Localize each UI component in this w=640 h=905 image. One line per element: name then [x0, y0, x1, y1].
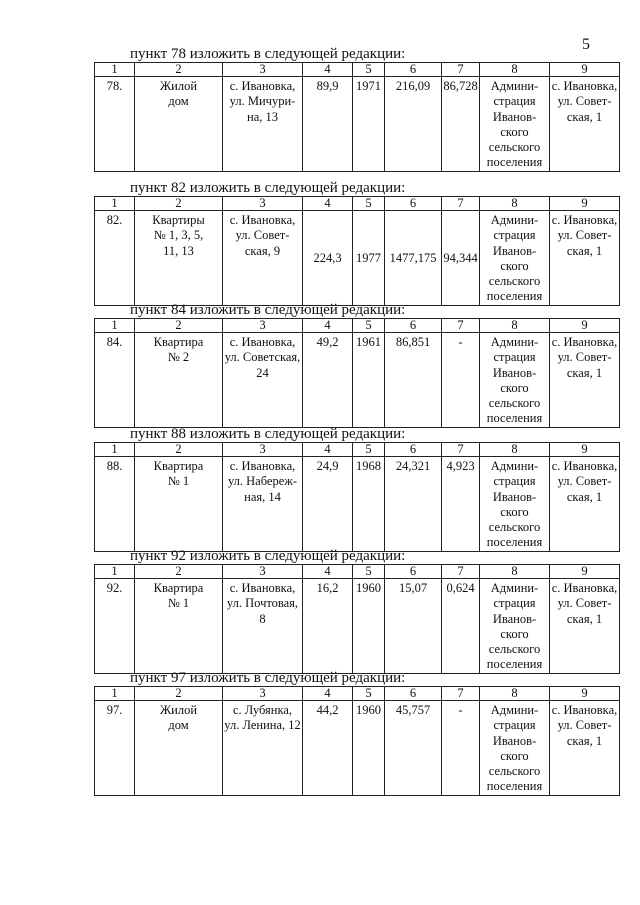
- owner-address-cell: [550, 701, 620, 796]
- section-1: [94, 46, 618, 172]
- area-cell: [303, 701, 353, 796]
- area-cell: [303, 333, 353, 428]
- column-header: 7: [442, 565, 480, 579]
- residual-value-cell: [442, 701, 480, 796]
- column-header: 2: [135, 319, 223, 333]
- object-name-cell-text: Квартиры № 1, 3, 5, 11, 13: [152, 213, 205, 258]
- column-header: 3: [223, 197, 303, 211]
- section-title: пункт 82 изложить в следующей редакции:: [130, 180, 406, 196]
- column-header-row: [95, 565, 620, 579]
- value-cell: [385, 333, 442, 428]
- owner-cell-text: Админи- страция Иванов- ского сельского поселения: [486, 459, 543, 550]
- row-number-cell-text: 88.: [106, 459, 123, 473]
- owner-address-cell-text: с. Ивановка, ул. Совет- ская, 1: [551, 581, 618, 626]
- object-name-cell-text: Квартира № 2: [153, 335, 204, 365]
- owner-address-cell-text: с. Ивановка, ул. Совет- ская, 1: [551, 335, 618, 380]
- value-cell-text: 15,07: [398, 581, 428, 595]
- address-cell-text: с. Ивановка, ул. Мичури- на, 13: [229, 79, 296, 124]
- column-header: 1: [95, 319, 135, 333]
- table-row: [95, 333, 620, 428]
- row-number-cell-text: 84.: [106, 335, 123, 349]
- residual-value-cell: [442, 211, 480, 306]
- column-header: 6: [385, 443, 442, 457]
- row-number-cell: [95, 211, 135, 306]
- address-cell: [223, 333, 303, 428]
- owner-address-cell-text: с. Ивановка, ул. Совет- ская, 1: [551, 459, 618, 504]
- owner-cell: [480, 457, 550, 552]
- column-header: 2: [135, 565, 223, 579]
- value-cell-text: 86,851: [395, 335, 431, 349]
- owner-address-cell-text: с. Ивановка, ул. Совет- ская, 1: [551, 79, 618, 124]
- value-cell-text: 216,09: [395, 79, 431, 93]
- column-header: 5: [353, 63, 385, 77]
- row-number-cell-text: 78.: [106, 79, 123, 93]
- column-header: 5: [353, 687, 385, 701]
- column-header-row: [95, 319, 620, 333]
- column-header: 4: [303, 197, 353, 211]
- owner-address-cell-text: с. Ивановка, ул. Совет- ская, 1: [551, 703, 618, 748]
- year-cell-text: 1977: [356, 251, 381, 266]
- area-cell: [303, 77, 353, 172]
- residual-value-cell-text: 94,344: [443, 251, 478, 266]
- section-title: пункт 97 изложить в следующей редакции:: [130, 670, 406, 686]
- row-number-cell: [95, 77, 135, 172]
- address-cell-text: с. Ивановка, ул. Почтовая, 8: [226, 581, 299, 626]
- residual-value-cell-text: 4,923: [446, 459, 475, 473]
- value-cell-text: 1477,175: [389, 251, 437, 266]
- section-6: [94, 670, 618, 796]
- residual-value-cell: [442, 333, 480, 428]
- object-name-cell: [135, 457, 223, 552]
- section-3: [94, 302, 618, 428]
- row-number-cell-text: 97.: [106, 703, 123, 717]
- property-table: [94, 564, 620, 674]
- column-header: 3: [223, 319, 303, 333]
- year-cell: [353, 701, 385, 796]
- column-header: 4: [303, 443, 353, 457]
- column-header: 8: [480, 197, 550, 211]
- year-cell-text: 1960: [356, 581, 381, 595]
- column-header: 4: [303, 319, 353, 333]
- year-cell: [353, 77, 385, 172]
- owner-cell-text: Админи- страция Иванов- ского сельского поселения: [486, 335, 543, 426]
- residual-value-cell-text: -: [458, 335, 463, 349]
- row-number-cell: [95, 457, 135, 552]
- row-number-cell: [95, 701, 135, 796]
- owner-cell: [480, 77, 550, 172]
- row-number-cell: [95, 579, 135, 674]
- property-table: [94, 196, 620, 306]
- column-header: 7: [442, 443, 480, 457]
- value-cell: [385, 457, 442, 552]
- year-cell: [353, 579, 385, 674]
- table-row: [95, 579, 620, 674]
- column-header: 3: [223, 687, 303, 701]
- section-2: [94, 180, 618, 306]
- year-cell: [353, 211, 385, 306]
- column-header: 4: [303, 687, 353, 701]
- property-table: [94, 62, 620, 172]
- table-row: [95, 77, 620, 172]
- section-4: [94, 426, 618, 552]
- column-header: 9: [550, 319, 620, 333]
- column-header: 7: [442, 197, 480, 211]
- owner-cell-text: Админи- страция Иванов- ского сельского поселения: [486, 213, 543, 304]
- column-header: 1: [95, 687, 135, 701]
- table-row: [95, 457, 620, 552]
- column-header: 6: [385, 565, 442, 579]
- area-cell-text: 224,3: [313, 251, 342, 266]
- property-table: [94, 686, 620, 796]
- year-cell-text: 1960: [356, 703, 381, 717]
- owner-cell: [480, 701, 550, 796]
- address-cell-text: с. Лубянка, ул. Ленина, 12: [224, 703, 301, 733]
- owner-cell-text: Админи- страция Иванов- ского сельского поселения: [486, 79, 543, 170]
- residual-value-cell-text: -: [458, 703, 463, 717]
- year-cell-text: 1971: [356, 79, 381, 93]
- row-number-cell-text: 82.: [106, 213, 123, 227]
- owner-cell-text: Админи- страция Иванов- ского сельского поселения: [486, 581, 543, 672]
- value-cell-text: 45,757: [395, 703, 431, 717]
- value-cell: [385, 701, 442, 796]
- column-header: 8: [480, 319, 550, 333]
- area-cell-text: 44,2: [316, 703, 339, 717]
- address-cell-text: с. Ивановка, ул. Совет- ская, 9: [229, 213, 296, 258]
- column-header: 2: [135, 443, 223, 457]
- column-header: 7: [442, 319, 480, 333]
- page-number: 5: [582, 36, 590, 53]
- residual-value-cell-text: 86,728: [443, 79, 478, 93]
- column-header-row: [95, 197, 620, 211]
- table-row: [95, 701, 620, 796]
- area-cell: [303, 211, 353, 306]
- value-cell: [385, 77, 442, 172]
- owner-address-cell: [550, 579, 620, 674]
- address-cell-text: с. Ивановка, ул. Набереж- ная, 14: [227, 459, 298, 504]
- area-cell-text: 16,2: [316, 581, 339, 595]
- column-header: 6: [385, 63, 442, 77]
- area-cell-text: 24,9: [316, 459, 339, 473]
- column-header: 7: [442, 63, 480, 77]
- table-row: [95, 211, 620, 306]
- column-header: 3: [223, 63, 303, 77]
- owner-cell-text: Админи- страция Иванов- ского сельского поселения: [486, 703, 543, 794]
- section-title: пункт 92 изложить в следующей редакции:: [130, 548, 406, 564]
- column-header: 5: [353, 197, 385, 211]
- row-number-cell-text: 92.: [106, 581, 123, 595]
- row-number-cell: [95, 333, 135, 428]
- owner-address-cell: [550, 211, 620, 306]
- object-name-cell-text: Квартира № 1: [153, 581, 204, 611]
- column-header: 1: [95, 197, 135, 211]
- section-title: пункт 84 изложить в следующей редакции:: [130, 302, 406, 318]
- object-name-cell-text: Квартира № 1: [153, 459, 204, 489]
- column-header: 4: [303, 565, 353, 579]
- year-cell-text: 1968: [356, 459, 381, 473]
- column-header: 9: [550, 565, 620, 579]
- residual-value-cell: [442, 457, 480, 552]
- area-cell-text: 49,2: [316, 335, 339, 349]
- column-header: 2: [135, 197, 223, 211]
- residual-value-cell: [442, 77, 480, 172]
- column-header: 6: [385, 197, 442, 211]
- object-name-cell-text: Жилой дом: [159, 79, 198, 109]
- owner-cell: [480, 333, 550, 428]
- section-title: пункт 78 изложить в следующей редакции:: [130, 46, 406, 62]
- object-name-cell-text: Жилой дом: [159, 703, 198, 733]
- object-name-cell: [135, 211, 223, 306]
- value-cell-text: 24,321: [395, 459, 431, 473]
- column-header: 8: [480, 63, 550, 77]
- value-cell: [385, 211, 442, 306]
- column-header: 3: [223, 443, 303, 457]
- owner-address-cell: [550, 77, 620, 172]
- year-cell: [353, 457, 385, 552]
- year-cell: [353, 333, 385, 428]
- object-name-cell: [135, 701, 223, 796]
- owner-cell: [480, 579, 550, 674]
- column-header: 9: [550, 443, 620, 457]
- residual-value-cell: [442, 579, 480, 674]
- owner-address-cell: [550, 333, 620, 428]
- column-header: 8: [480, 565, 550, 579]
- column-header: 3: [223, 565, 303, 579]
- area-cell: [303, 579, 353, 674]
- property-table: [94, 318, 620, 428]
- address-cell-text: с. Ивановка, ул. Советская, 24: [224, 335, 301, 380]
- column-header: 6: [385, 687, 442, 701]
- column-header: 5: [353, 443, 385, 457]
- column-header: 1: [95, 63, 135, 77]
- object-name-cell: [135, 333, 223, 428]
- year-cell-text: 1961: [356, 335, 381, 349]
- object-name-cell: [135, 579, 223, 674]
- column-header: 9: [550, 63, 620, 77]
- column-header: 9: [550, 197, 620, 211]
- value-cell: [385, 579, 442, 674]
- column-header: 6: [385, 319, 442, 333]
- area-cell-text: 89,9: [316, 79, 339, 93]
- column-header: 5: [353, 565, 385, 579]
- owner-address-cell-text: с. Ивановка, ул. Совет- ская, 1: [551, 213, 618, 258]
- owner-address-cell: [550, 457, 620, 552]
- property-table: [94, 442, 620, 552]
- address-cell: [223, 457, 303, 552]
- column-header: 1: [95, 443, 135, 457]
- address-cell: [223, 701, 303, 796]
- column-header: 4: [303, 63, 353, 77]
- column-header: 1: [95, 565, 135, 579]
- section-5: [94, 548, 618, 674]
- column-header: 8: [480, 687, 550, 701]
- area-cell: [303, 457, 353, 552]
- address-cell: [223, 211, 303, 306]
- object-name-cell: [135, 77, 223, 172]
- residual-value-cell-text: 0,624: [446, 581, 475, 595]
- address-cell: [223, 77, 303, 172]
- column-header: 8: [480, 443, 550, 457]
- column-header-row: [95, 443, 620, 457]
- column-header: 5: [353, 319, 385, 333]
- column-header: 9: [550, 687, 620, 701]
- address-cell: [223, 579, 303, 674]
- owner-cell: [480, 211, 550, 306]
- column-header: 7: [442, 687, 480, 701]
- column-header-row: [95, 63, 620, 77]
- column-header-row: [95, 687, 620, 701]
- section-title: пункт 88 изложить в следующей редакции:: [130, 426, 406, 442]
- column-header: 2: [135, 63, 223, 77]
- column-header: 2: [135, 687, 223, 701]
